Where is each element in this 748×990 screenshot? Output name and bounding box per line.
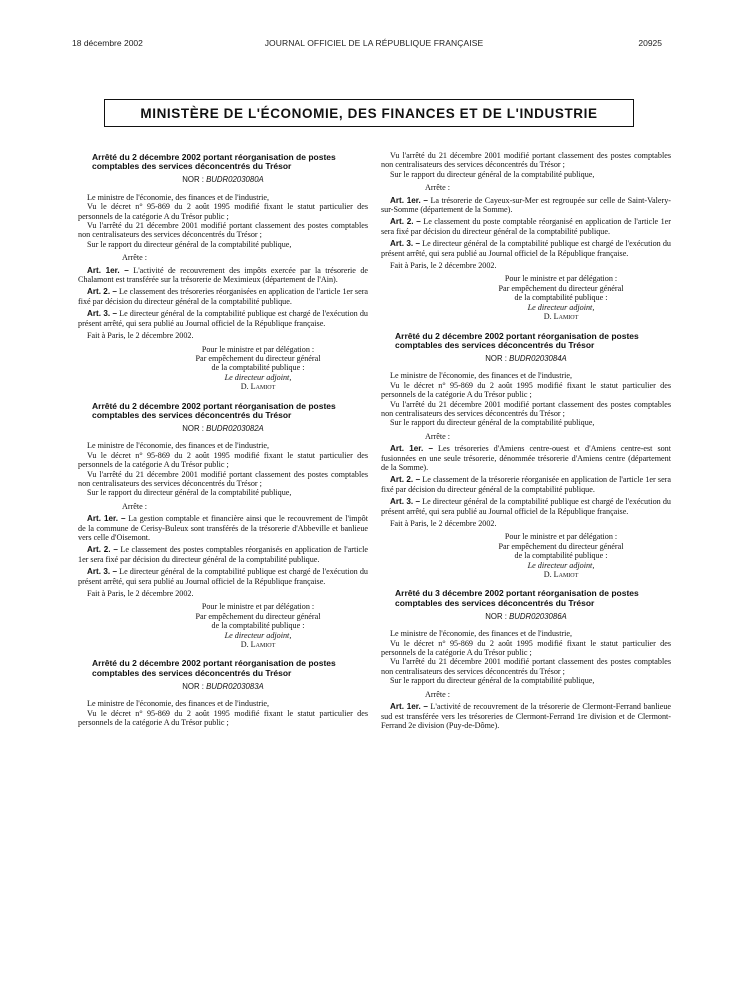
arrete-label: Arrête :	[122, 253, 148, 263]
nor-label: NOR :	[182, 681, 204, 691]
article-2	[381, 217, 671, 236]
decree-section	[381, 589, 671, 730]
signature-block	[381, 532, 671, 579]
signature-block	[381, 274, 671, 321]
article-text: La trésorerie de Cayeux-sur-Mer est regroupée sur celle de Saint-Valery-sur-Somme (département de la Somme).	[381, 195, 671, 215]
article-text: L'activité de recouvrement de la trésorerie de Clermont-Ferrand banlieue sud est transférée vers les trésoreries de Clermont-Ferrand 1re division et de Clermont-Ferrand 2e division (Puy-de-Dôme).	[381, 702, 671, 730]
signatory-role: Le directeur adjoint,	[224, 372, 292, 382]
decree-title: Arrêté du 3 décembre 2002 portant réorganisation de postes comptables des services déconcentrés du Trésor	[395, 588, 639, 608]
nor-reference	[78, 175, 368, 184]
decree-title: Arrêté du 2 décembre 2002 portant réorganisation de postes comptables des services déconcentrés du Trésor	[395, 330, 639, 350]
article-text: Le directeur général de la comptabilité publique est chargé de l'exécution du présent arrêté, qui sera publié au Journal officiel de la République française.	[78, 309, 368, 328]
preamble-arrete: Vu l'arrêté du 21 décembre 2001 modifié portant classement des postes comptables non centralisateurs des services déconcentrés du Trésor ;	[381, 657, 671, 676]
article-text: Le classement des postes comptables réorganisés en application de l'article 1er sera fixé par décision du directeur général de la comptabilité publique.	[78, 545, 368, 564]
article-label: Art. 3. –	[87, 567, 117, 577]
preamble-decree: Vu le décret n° 95-869 du 2 août 1995 modifié fixant le statut particulier des personnels de la catégorie A du Trésor public ;	[78, 708, 368, 728]
preamble-minister: Le ministre de l'économie, des finances et de l'industrie,	[390, 371, 573, 381]
right-column	[381, 151, 671, 740]
preamble-arrete: Vu l'arrêté du 21 décembre 2001 modifié portant classement des postes comptables non centralisateurs des services déconcentrés du Trésor ;	[78, 469, 368, 488]
preamble-arrete: Vu l'arrêté du 21 décembre 2001 modifié portant classement des postes comptables non centralisateurs des services déconcentrés du Trésor ;	[381, 399, 671, 418]
left-column	[78, 151, 368, 738]
signature-line: de la comptabilité publique :	[514, 293, 608, 303]
nor-label: NOR :	[182, 175, 204, 185]
issue-date: 18 décembre 2002	[72, 38, 143, 48]
article-1	[381, 444, 671, 472]
article-text: Le classement du poste comptable réorganisé en application de l'article 1er sera fixé par décision du directeur général de la comptabilité publique.	[381, 217, 671, 236]
signature-date: Fait à Paris, le 2 décembre 2002.	[87, 331, 194, 341]
article-text: Le directeur général de la comptabilité publique est chargé de l'exécution du présent arrêté, qui sera publié au Journal officiel de la République française.	[78, 567, 368, 586]
nor-label: NOR :	[485, 611, 507, 621]
preamble-decree: Vu le décret n° 95-869 du 2 août 1995 modifié fixant le statut particulier des personnels de la catégorie A du Trésor public ;	[381, 638, 671, 658]
preamble-decree: Vu le décret n° 95-869 du 2 août 1995 modifié fixant le statut particulier des personnels de la catégorie A du Trésor public ;	[78, 450, 368, 470]
signature-block	[78, 345, 368, 392]
signature-line: Par empêchement du directeur général	[498, 541, 624, 551]
signature-date: Fait à Paris, le 2 décembre 2002.	[390, 519, 497, 528]
decree-title: Arrêté du 2 décembre 2002 portant réorganisation de postes comptables des services déconcentrés du Trésor	[92, 658, 336, 678]
article-1	[78, 266, 368, 285]
arrete-label: Arrête :	[425, 183, 451, 193]
preamble-decree: Vu le décret n° 95-869 du 2 août 1995 modifié fixant le statut particulier des personnels de la catégorie A du Trésor public ;	[381, 380, 671, 400]
preamble-minister: Le ministre de l'économie, des finances et de l'industrie,	[87, 699, 270, 709]
preamble-decree: Vu le décret n° 95-869 du 2 août 1995 modifié fixant le statut particulier des personnels de la catégorie A du Trésor public ;	[78, 202, 368, 221]
preamble-arrete: Vu l'arrêté du 21 décembre 2001 modifié portant classement des postes comptables non centralisateurs des services déconcentrés du Trésor ;	[78, 221, 368, 240]
signature-line: Par empêchement du directeur général	[195, 611, 321, 621]
nor-code: BUDR0203084A	[509, 353, 567, 363]
signature-line: de la comptabilité publique :	[211, 621, 305, 631]
article-label: Art. 2. –	[87, 545, 118, 555]
article-text: La gestion comptable et financière ainsi que le recouvrement de l'impôt de la commune de Cerisy-Buleux sont transférés de la trésorerie d'Abbeville et banlieue vers celle d'Oisemont.	[78, 514, 368, 542]
arrete-label: Arrête :	[425, 431, 451, 441]
signature-line: Pour le ministre et par délégation :	[504, 274, 618, 284]
nor-code: BUDR0203082A	[206, 423, 264, 433]
signature-line: Pour le ministre et par délégation :	[201, 602, 315, 612]
journal-title: JOURNAL OFFICIEL DE LA RÉPUBLIQUE FRANÇAISE	[264, 38, 484, 48]
nor-reference	[381, 612, 671, 621]
decree-section	[78, 659, 368, 727]
signature-line: Pour le ministre et par délégation :	[504, 532, 618, 542]
nor-code: BUDR0203080A	[206, 175, 264, 185]
article-label: Art. 3. –	[390, 497, 420, 507]
signatory-name: D. Lamiot	[240, 640, 276, 650]
nor-label: NOR :	[485, 353, 507, 363]
article-label: Art. 1er. –	[390, 444, 434, 454]
preamble-report: Sur le rapport du directeur général de la comptabilité publique,	[390, 418, 595, 428]
article-label: Art. 2. –	[390, 475, 421, 485]
article-label: Art. 1er. –	[390, 195, 428, 205]
article-3	[78, 567, 368, 586]
article-1	[381, 196, 671, 215]
article-1	[78, 514, 368, 542]
page-header	[0, 38, 748, 52]
arrete-label: Arrête :	[122, 501, 148, 511]
article-2	[381, 475, 671, 494]
article-2	[78, 287, 368, 306]
signature-line: de la comptabilité publique :	[514, 551, 608, 561]
preamble-minister: Le ministre de l'économie, des finances et de l'industrie,	[87, 192, 270, 202]
article-text: Le directeur général de la comptabilité publique est chargé de l'exécution du présent arrêté, qui sera publié au Journal officiel de la République française.	[381, 497, 671, 516]
preamble-report: Sur le rapport du directeur général de la comptabilité publique,	[390, 676, 595, 686]
article-3	[381, 497, 671, 516]
decree-title: Arrêté du 2 décembre 2002 portant réorganisation de postes comptables des services déconcentrés du Trésor	[92, 400, 336, 420]
decree-title: Arrêté du 2 décembre 2002 portant réorganisation de postes comptables des services déconcentrés du Trésor	[92, 152, 336, 172]
signatory-role: Le directeur adjoint,	[224, 630, 292, 640]
article-text: Le classement de la trésorerie réorganisée en application de l'article 1er sera fixé par décision du directeur général de la comptabilité publique.	[381, 475, 671, 494]
article-3	[78, 309, 368, 328]
article-2	[78, 545, 368, 564]
signature-date: Fait à Paris, le 2 décembre 2002.	[390, 261, 497, 271]
article-text: Le classement des trésoreries réorganisées en application de l'article 1er sera fixé par décision du directeur général de la comptabilité publique.	[78, 287, 369, 306]
signature-line: Par empêchement du directeur général	[195, 353, 321, 363]
preamble-arrete: Vu l'arrêté du 21 décembre 2001 modifié portant classement des postes comptables non centralisateurs des services déconcentrés du Trésor ;	[381, 151, 671, 170]
signatory-role: Le directeur adjoint,	[527, 560, 595, 570]
signatory-name: D. Lamiot	[240, 382, 276, 392]
signature-block	[78, 602, 368, 649]
nor-code: BUDR0203086A	[509, 611, 567, 621]
signature-line: Par empêchement du directeur général	[498, 283, 624, 293]
preamble-minister: Le ministre de l'économie, des finances et de l'industrie,	[390, 629, 573, 639]
signature-date: Fait à Paris, le 2 décembre 2002.	[87, 589, 194, 599]
article-label: Art. 3. –	[390, 239, 420, 249]
nor-reference	[78, 682, 368, 691]
decree-continuation	[381, 151, 671, 322]
preamble-minister: Le ministre de l'économie, des finances et de l'industrie,	[87, 441, 270, 451]
article-text: Les trésoreries d'Amiens centre-ouest et d'Amiens centre-est sont fusionnées en une seule trésorerie, dénommée trésorerie d'Amiens centre (département de la Somme).	[381, 444, 671, 472]
article-label: Art. 1er. –	[87, 265, 129, 275]
article-3	[381, 239, 671, 258]
decree-section	[78, 402, 368, 650]
preamble-report: Sur le rapport du directeur général de la comptabilité publique,	[390, 169, 595, 179]
ministry-banner: MINISTÈRE DE L'ÉCONOMIE, DES FINANCES ET DE L'INDUSTRIE	[104, 99, 634, 127]
nor-label: NOR :	[182, 423, 204, 433]
arrete-label: Arrête :	[425, 689, 451, 699]
signatory-role: Le directeur adjoint,	[527, 302, 595, 312]
decree-section	[78, 153, 368, 392]
page-number: 20925	[638, 38, 662, 48]
preamble-report: Sur le rapport du directeur général de la comptabilité publique,	[87, 239, 292, 249]
nor-reference	[381, 354, 671, 363]
article-text: Le directeur général de la comptabilité publique est chargé de l'exécution du présent arrêté, qui sera publié au Journal officiel de la République française.	[381, 239, 671, 258]
article-label: Art. 2. –	[390, 217, 421, 227]
preamble-report: Sur le rapport du directeur général de la comptabilité publique,	[87, 488, 292, 498]
nor-code: BUDR0203083A	[206, 681, 264, 691]
article-label: Art. 1er. –	[87, 514, 126, 524]
article-1	[381, 702, 671, 730]
signatory-name: D. Lamiot	[543, 312, 579, 322]
signature-line: de la comptabilité publique :	[211, 363, 305, 373]
article-label: Art. 2. –	[87, 287, 117, 297]
article-label: Art. 1er. –	[390, 702, 428, 712]
signatory-name: D. Lamiot	[543, 570, 579, 580]
signature-line: Pour le ministre et par délégation :	[201, 344, 315, 354]
article-text: L'activité de recouvrement des impôts exercée par la trésorerie de Chalamont est transférée sur la trésorerie de Meximieux (département de l'Ain).	[78, 265, 368, 285]
article-label: Art. 3. –	[87, 309, 117, 319]
nor-reference	[78, 424, 368, 433]
decree-section	[381, 332, 671, 580]
